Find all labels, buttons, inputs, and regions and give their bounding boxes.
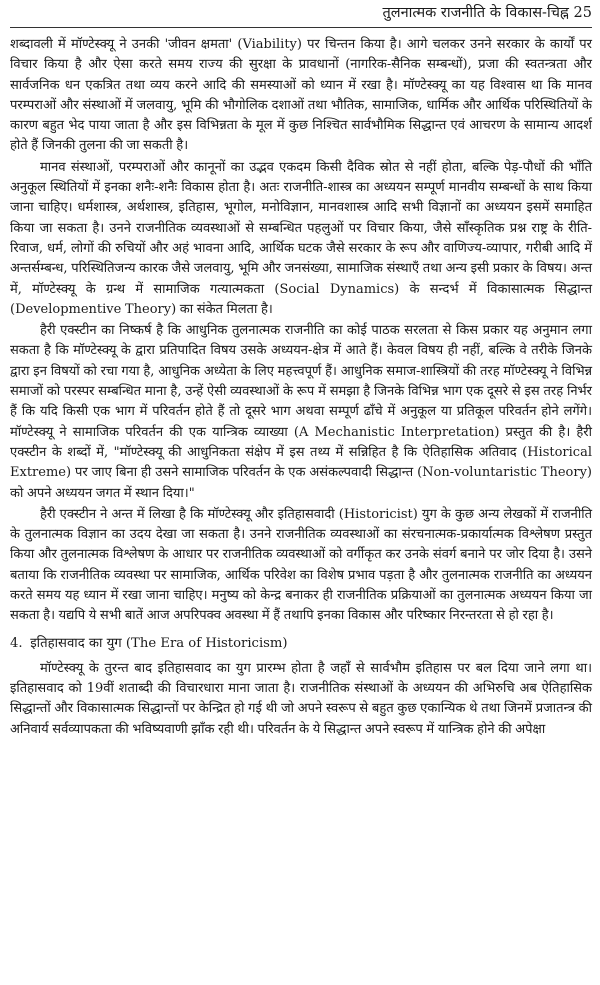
paragraph-1: शब्दावली में मॉण्टेस्क्यू ने उनकी 'जीवन क्षमता' (Viability) पर चिन्तन किया है। आगे चलकर उनने सरकार के कार्यों पर विचार किया है और ऐसा करते समय राज्य की सुरक्षा के प्रावधानों (नागरिक-सैनिक सम्बन्धों), प्रजा की स्वतन्त्रता और सार्वजनिक धन एकत्रित तथा व्यय करने आदि की समस्याओं को ध्यान में रखा है। मॉण्टेस्क्यू का यह विश्वास था कि मानव परम्पराओं और संस्थाओं में जलवायु, भूमि की भौगोलिक दशाओं तथा भौतिक, सामाजिक, धार्मिक और आर्थिक परिस्थितियों के कारण बहुत भेद पाया जाता है और इस विभिन्नता के मूल में कुछ निश्चित सार्वभौमिक सिद्धान्त एवं आचरण के सामान्य आदर्श होते हैं जिनकी तुलना की जा सकती है। bbox=[10, 37, 592, 154]
running-header: तुलनात्मक राजनीति के विकास-चिह्न 25 bbox=[382, 5, 592, 21]
header-rule bbox=[10, 27, 592, 28]
section-heading bbox=[10, 634, 592, 654]
section-number: 4. bbox=[10, 635, 23, 651]
paragraph-2: मानव संस्थाओं, परम्पराओं और कानूनों का उद्भव एकदम किसी दैविक स्रोत से नहीं होता, बल्कि पेड़-पौधों की भाँति अनुकूल स्थितियों में इनका शनैः-शनैः विकास होता है। अतः राजनीति-शास्त्र का अध्ययन सम्पूर्ण मानवीय सम्बन्धों के साथ किया जाना चाहिए। धर्मशास्त्र, अर्थशास्त्र, इतिहास, भूगोल, मनोविज्ञान, मानवशास्त्र आदि सभी विज्ञानों का अध्ययन इसमें समाहित किया जा सकता है। उनने राजनीतिक व्यवस्थाओं से सम्बन्धित पहलुओं पर विचार किया, जैसे साँस्कृतिक प्रश्न राष्ट्र के रीति-रिवाज, धर्म, लोगों की रुचियों और अहं भावना आदि, आर्थिक घटक जैसे सरकार के रूप और वाणिज्य-व्यापार, गरीबी आदि में अन्तर्सम्बन्ध, परिस्थितिजन्य कारक जैसे जलवायु, भूमि और जनसंख्या, सामाजिक संस्थाएँ तथा अन्य इसी प्रकार के विषय। अन्त में, मॉण्टेस्क्यू के ग्रन्थ में सामाजिक गत्यात्मकता (Social Dynamics) के सन्दर्भ में विकासात्मक सिद्धान्त (Developmentive Theory) का संकेत मिलता है। bbox=[10, 159, 592, 317]
body-text bbox=[10, 35, 592, 740]
paragraph-3: हैरी एक्स्टीन का निष्कर्ष है कि आधुनिक तुलनात्मक राजनीति का कोई पाठक सरलता से किस प्रकार यह अनुमान लगा सकता है कि मॉण्टेस्क्यू के द्वारा प्रतिपादित विषय उसके अध्ययन-क्षेत्र में आते हैं। केवल विषय ही नहीं, बल्कि वे तरीके जिनके द्वारा इन विषयों को रचा गया है, आधुनिक अध्येता के लिए महत्त्वपूर्ण हैं। आधुनिक समाज-शास्त्रियों की तरह मॉण्टेस्क्यू ने विभिन्न समाजों को परस्पर सम्बन्धित माना है, उन्हें ऐसी व्यवस्थाओं के रूप में समझा है जिनके विभिन्न भाग एक दूसरे से इस तरह निर्भर हैं कि यदि किसी एक भाग में परिवर्तन होते हैं तो दूसरे भाग अथवा सम्पूर्ण ढाँचे में अनुकूल या प्रतिकूल परिवर्तन होने लगेंगे। मॉण्टेस्क्यू ने सामाजिक परिवर्तन की एक यान्त्रिक व्याख्या (A Mechanistic Interpretation) प्रस्तुत की है। हैरी एक्स्टीन के शब्दों में, "मॉण्टेस्क्यू की आधुनिकता संक्षेप में इस तथ्य में सन्निहित है कि ऐतिहासिक अतिवाद (Historical Extreme) पर जाए बिना ही उसने सामाजिक परिवर्तन के एक असंकल्पवादी सिद्धान्त (Non-voluntaristic Theory) को अपने अध्ययन जगत में स्थान दिया।" bbox=[10, 323, 592, 501]
paragraph-4: हैरी एक्स्टीन ने अन्त में लिखा है कि मॉण्टेस्क्यू और इतिहासवादी (Historicist) युग के कुछ अन्य लेखकों में राजनीति के तुलनात्मक विज्ञान का उदय देखा जा सकता है। उनने राजनीतिक व्यवस्थाओं का संरचनात्मक-प्रकार्यात्मक विश्लेषण प्रस्तुत किया और तुलनात्मक विश्लेषण के आधार पर राजनीतिक व्यवस्थाओं को वर्गीकृत कर उनके संवर्ग बनाने पर जोर दिया है। उसने बताया कि राजनीतिक व्यवस्था पर सामाजिक, आर्थिक परिवेश का विशेष प्रभाव पड़ता है और तुलनात्मक राजनीति का अध्ययन करते समय यह ध्यान में रखा जाना चाहिए। मनुष्य को केन्द्र बनाकर ही राजनीतिक प्रक्रियाओं का तुलनात्मक अध्ययन किया जा सकता है। यद्यपि ये सभी बातें आज अपरिपक्व अवस्था में हैं तथापि इनका विकास और परिष्कार निरन्तरता से हो रहा है। bbox=[10, 506, 592, 624]
section-paragraph: मॉण्टेस्क्यू के तुरन्त बाद इतिहासवाद का युग प्रारम्भ होता है जहाँ से सार्वभौम इतिहास पर बल दिया जाने लगा था। इतिहासवाद को 19वीं शताब्दी की विचारधारा माना जाता है। राजनीतिक संस्थाओं के अध्ययन की अभिरुचि अब ऐतिहासिक सिद्धान्तों और विकासात्मक सिद्धान्तों पर केन्द्रित हो गई थी जो अपने स्वरूप से बहुत कुछ एकान्यिक थे तथा जिनमें प्रजातन्त्र की अनिवार्य सर्वव्यापकता की भविष्यवाणी झाँक रही थी। परिवर्तन के ये सिद्धान्त अपने स्वरूप में यान्त्रिक होने की अपेक्षा bbox=[10, 660, 592, 737]
section-title: इतिहासवाद का युग (The Era of Historicism) bbox=[30, 635, 288, 651]
